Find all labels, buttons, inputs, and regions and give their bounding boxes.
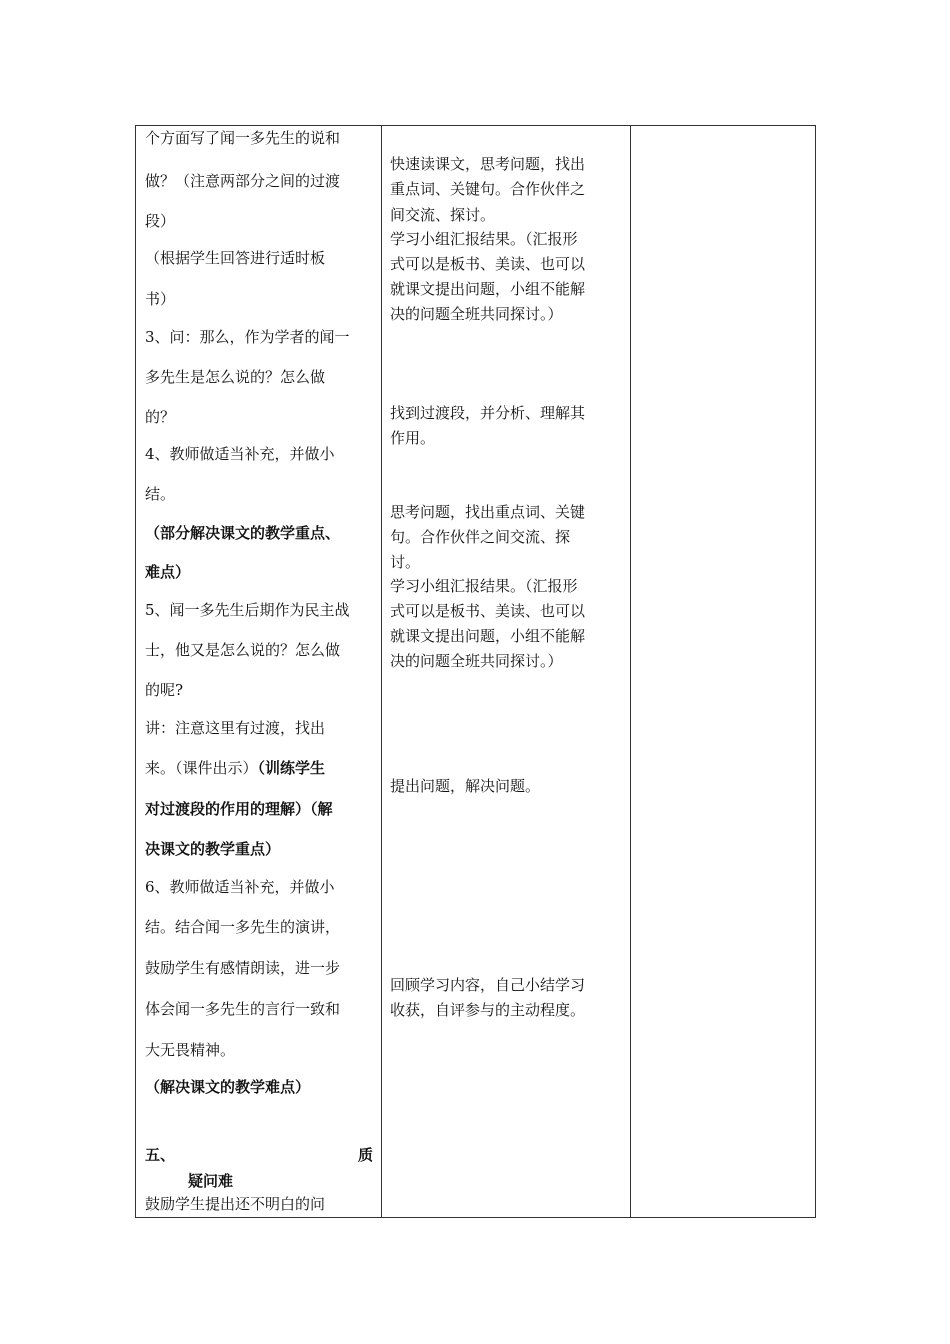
section-title-part: 疑问难 <box>188 1172 234 1190</box>
lesson-plan-table <box>135 125 816 1218</box>
text-line: 多先生是怎么说的？怎么做 <box>145 368 326 386</box>
text-line: 句。合作伙伴之间交流、探 <box>390 528 571 546</box>
section-number: 五、 <box>145 1146 176 1164</box>
text-line: 就课文提出问题，小组不能解 <box>390 627 586 645</box>
text-line: 做？（注意两部分之间的过渡 <box>145 172 341 190</box>
text-line: 的？ <box>145 408 176 426</box>
text-line: 提出问题，解决问题。 <box>390 777 541 795</box>
text-line: 决的问题全班共同探讨。） <box>390 652 563 670</box>
text-line: 式可以是板书、美读、也可以 <box>390 255 586 273</box>
text-line: 回顾学习内容，自己小结学习 <box>390 976 586 994</box>
text-line: 大无畏精神。 <box>145 1041 236 1059</box>
emphasis-note: （解决课文的教学难点） <box>145 1078 311 1096</box>
column-divider <box>630 126 631 1217</box>
text-line <box>145 757 325 778</box>
text-line: 5、闻一多先生后期作为民主战 <box>145 601 350 619</box>
text-line: 鼓励学生有感情朗读，进一步 <box>145 959 341 977</box>
text-line: 6、教师做适当补充，并做小 <box>145 878 335 896</box>
text-line: 结。结合闻一多先生的演讲， <box>145 918 341 936</box>
text-line: 收获，自评参与的主动程度。 <box>390 1001 586 1019</box>
text-line: 个方面写了闻一多先生的说和 <box>145 129 341 147</box>
text-line: （根据学生回答进行适时板 <box>145 249 326 267</box>
text-line: 体会闻一多先生的言行一致和 <box>145 1000 341 1018</box>
emphasis-note: 决课文的教学重点） <box>145 840 281 858</box>
notes-column <box>632 126 815 1217</box>
text-line: 间交流、探讨。 <box>390 206 496 224</box>
text-line: 就课文提出问题，小组不能解 <box>390 280 586 298</box>
emphasis-note: （训练学生 <box>257 759 326 777</box>
text-line: 书） <box>145 290 176 308</box>
text-line: 3、问：那么，作为学者的闻一 <box>145 328 350 346</box>
text-line: 找到过渡段，并分析、理解其 <box>390 404 586 422</box>
text-line: 4、教师做适当补充，并做小 <box>145 445 335 463</box>
student-activity-column <box>390 126 615 1217</box>
emphasis-note: （部分解决课文的教学重点、 <box>145 524 341 542</box>
text-line: 学习小组汇报结果。（汇报形 <box>390 577 578 595</box>
text-line: 结。 <box>145 485 176 503</box>
text-line: 学习小组汇报结果。（汇报形 <box>390 230 578 248</box>
text-segment: 来。（课件出示） <box>145 759 258 777</box>
text-line: 快速读课文，思考问题，找出 <box>390 155 586 173</box>
text-line: 讨。 <box>390 553 421 571</box>
text-line: 段） <box>145 212 176 230</box>
teacher-activity-column <box>145 126 373 1217</box>
text-line: 的呢? <box>145 681 184 699</box>
text-line: 鼓励学生提出还不明白的问 <box>145 1195 326 1213</box>
emphasis-note: 对过渡段的作用的理解）（解 <box>145 800 333 818</box>
text-line: 重点词、关键句。合作伙伴之 <box>390 180 586 198</box>
emphasis-note: 难点） <box>145 563 191 581</box>
section-title-part: 质 <box>357 1146 373 1164</box>
text-line: 式可以是板书、美读、也可以 <box>390 602 586 620</box>
text-line: 作用。 <box>390 429 436 447</box>
section-heading <box>145 1144 373 1165</box>
text-line: 思考问题，找出重点词、关键 <box>390 503 586 521</box>
text-line: 士，他又是怎么说的？怎么做 <box>145 641 341 659</box>
text-line: 讲：注意这里有过渡，找出 <box>145 719 326 737</box>
text-line: 决的问题全班共同探讨。） <box>390 305 563 323</box>
column-divider <box>381 126 382 1217</box>
